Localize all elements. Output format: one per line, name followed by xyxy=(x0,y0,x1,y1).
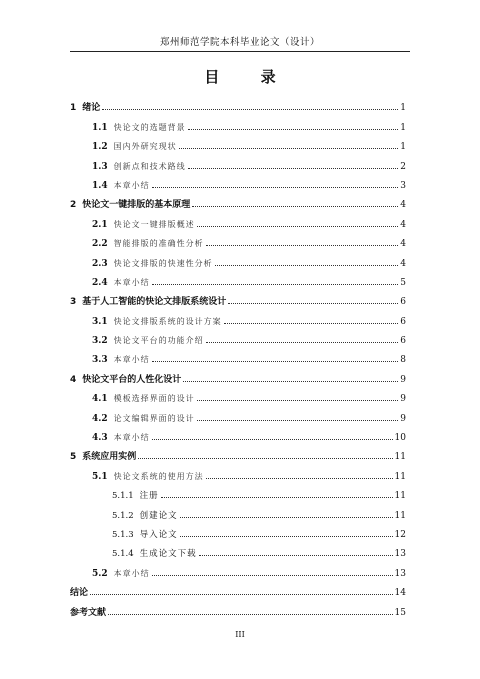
toc-entry-number: 5.1.3 xyxy=(112,529,134,540)
toc-entry-label: 快论文的选题背景 xyxy=(113,122,186,132)
toc-entry-number: 4 xyxy=(70,374,77,385)
toc-entry-page: 1 xyxy=(400,103,406,114)
toc-leader-dots xyxy=(161,497,393,498)
toc-entry[interactable] xyxy=(70,501,406,520)
toc-leader-dots xyxy=(206,478,393,479)
toc-entry-number: 2 xyxy=(70,200,77,211)
toc-entry-page: 4 xyxy=(400,258,406,269)
toc-entry[interactable] xyxy=(70,521,406,540)
toc-entry-label: 基于人工智能的快论文排版系统设计 xyxy=(82,297,227,308)
toc-entry[interactable] xyxy=(70,133,406,152)
toc-entry-page: 10 xyxy=(394,433,406,444)
toc-leader-dots xyxy=(152,575,393,576)
toc-entry-page: 11 xyxy=(394,471,406,482)
toc-entry-label: 绪论 xyxy=(82,103,101,114)
toc-leader-dots xyxy=(180,536,393,537)
toc-entry[interactable] xyxy=(70,365,406,384)
toc-entry[interactable] xyxy=(70,230,406,249)
toc-entry-page: 14 xyxy=(394,588,406,599)
toc-entry-number: 5.1 xyxy=(92,471,108,482)
toc-entry-page: 4 xyxy=(400,239,406,250)
toc-entry-label: 本章小结 xyxy=(113,568,150,578)
toc-leader-dots xyxy=(228,303,398,304)
toc-entry-page: 9 xyxy=(400,374,406,385)
toc-entry-page: 6 xyxy=(400,316,406,327)
toc-entry[interactable] xyxy=(70,327,406,346)
toc-entry-page: 4 xyxy=(400,200,406,211)
toc-leader-dots xyxy=(197,420,398,421)
toc-entry-page: 3 xyxy=(400,180,406,191)
toc-entry-label: 论文编辑界面的设计 xyxy=(113,413,195,423)
toc-leader-dots xyxy=(183,381,398,382)
toc-entry-label: 本章小结 xyxy=(113,180,150,190)
toc-entry-number: 3.3 xyxy=(92,355,108,366)
toc-leader-dots xyxy=(188,129,398,130)
toc-leader-dots xyxy=(152,361,398,362)
toc-entry-number: 5.1.1 xyxy=(112,491,134,502)
toc-leader-dots xyxy=(192,206,398,207)
toc-entry-label: 模板选择界面的设计 xyxy=(113,394,195,404)
toc-entry-number: 5 xyxy=(70,452,77,463)
toc-entry-number: 1.4 xyxy=(92,180,108,191)
toc-entry-number: 5.1.2 xyxy=(112,510,134,521)
toc-leader-dots xyxy=(224,323,398,324)
toc-entry-number: 4.3 xyxy=(92,433,108,444)
toc-entry[interactable] xyxy=(70,482,406,501)
toc-entry-label: 快论文平台的功能介绍 xyxy=(113,336,204,346)
toc-leader-dots xyxy=(180,517,393,518)
toc-entry-page: 2 xyxy=(400,161,406,172)
toc-entry[interactable] xyxy=(70,191,406,210)
toc-entry-number: 4.1 xyxy=(92,394,108,405)
toc-entry-label: 本章小结 xyxy=(113,433,150,443)
page-number: III xyxy=(235,630,245,639)
toc-entry-label: 注册 xyxy=(139,491,159,502)
toc-entry[interactable] xyxy=(70,424,406,443)
toc-entry-label: 快论文平台的人性化设计 xyxy=(82,374,182,385)
toc-entry-label: 智能排版的准确性分析 xyxy=(113,239,204,249)
toc-entry-page: 11 xyxy=(394,491,406,502)
toc-leader-dots xyxy=(102,109,398,110)
toc-entry-label: 参考文献 xyxy=(70,607,107,618)
toc-leader-dots xyxy=(188,168,398,169)
toc-entry[interactable] xyxy=(70,404,406,423)
toc-entry[interactable] xyxy=(70,540,406,559)
toc-entry[interactable] xyxy=(70,385,406,404)
toc-entry-label: 快论文系统的使用方法 xyxy=(113,471,204,481)
toc-entry-number: 2.1 xyxy=(92,219,108,230)
toc-entry-page: 4 xyxy=(400,219,406,230)
toc-entry[interactable] xyxy=(70,210,406,229)
toc-leader-dots xyxy=(152,284,398,285)
toc-entry-page: 6 xyxy=(400,336,406,347)
toc-entry[interactable] xyxy=(70,94,406,113)
toc-entry-label: 快论文一键排版概述 xyxy=(113,219,195,229)
toc-entry-label: 本章小结 xyxy=(113,277,150,287)
toc-leader-dots xyxy=(90,594,393,595)
toc-title: 目 录 xyxy=(204,68,294,86)
toc-entry[interactable] xyxy=(70,346,406,365)
toc-entry[interactable] xyxy=(70,443,406,462)
toc-entry-number: 1.3 xyxy=(92,161,108,172)
toc-leader-dots xyxy=(206,342,398,343)
toc-entry-page: 15 xyxy=(394,607,406,618)
toc-entry-label: 导入论文 xyxy=(139,529,178,540)
toc-entry[interactable] xyxy=(70,598,406,617)
toc-entry-number: 2.3 xyxy=(92,258,108,269)
toc-entry-number: 1.1 xyxy=(92,122,108,133)
toc-entry[interactable] xyxy=(70,152,406,171)
toc-entry-label: 本章小结 xyxy=(113,355,150,365)
page-header: 郑州师范学院本科毕业论文（设计） xyxy=(70,34,410,52)
toc-entry-page: 6 xyxy=(400,297,406,308)
toc-entry-number: 2.2 xyxy=(92,239,108,250)
toc-entry-page: 11 xyxy=(394,452,406,463)
toc-entry-number: 1.2 xyxy=(92,142,108,153)
toc-leader-dots xyxy=(138,458,392,459)
toc-entry[interactable] xyxy=(70,307,406,326)
toc-entry-label: 国内外研究现状 xyxy=(113,142,177,152)
toc-entry-number: 3.1 xyxy=(92,316,108,327)
toc-entry-number: 1 xyxy=(70,103,77,114)
toc-entry[interactable] xyxy=(70,462,406,481)
toc-leader-dots xyxy=(206,245,398,246)
toc-entry-number: 2.4 xyxy=(92,277,108,288)
toc-entry-label: 生成论文下载 xyxy=(139,549,197,560)
toc-leader-dots xyxy=(197,226,398,227)
toc-entry-label: 系统应用实例 xyxy=(82,452,137,463)
table-of-contents xyxy=(70,94,406,618)
toc-entry-label: 快论文排版系统的设计方案 xyxy=(113,316,222,326)
toc-entry-number: 3 xyxy=(70,297,77,308)
toc-entry-page: 9 xyxy=(400,413,406,424)
toc-entry-page: 9 xyxy=(400,394,406,405)
toc-entry-page: 12 xyxy=(394,529,406,540)
toc-entry-page: 11 xyxy=(394,510,406,521)
toc-entry[interactable] xyxy=(70,113,406,132)
toc-leader-dots xyxy=(179,148,398,149)
toc-leader-dots xyxy=(215,265,398,266)
toc-entry-label: 快论文排版的快速性分析 xyxy=(113,258,213,268)
toc-entry-label: 结论 xyxy=(70,588,89,599)
toc-entry-page: 13 xyxy=(394,549,406,560)
toc-leader-dots xyxy=(197,400,398,401)
toc-entry-page: 5 xyxy=(400,277,406,288)
toc-entry[interactable] xyxy=(70,269,406,288)
toc-entry[interactable] xyxy=(70,559,406,578)
toc-leader-dots xyxy=(108,614,393,615)
toc-entry[interactable] xyxy=(70,579,406,598)
toc-entry[interactable] xyxy=(70,172,406,191)
toc-entry-page: 8 xyxy=(400,355,406,366)
toc-leader-dots xyxy=(199,555,393,556)
toc-entry-number: 5.1.4 xyxy=(112,549,134,560)
toc-entry-page: 13 xyxy=(394,568,406,579)
toc-entry-page: 1 xyxy=(400,122,406,133)
toc-entry-label: 创新点和技术路线 xyxy=(113,161,186,171)
toc-entry-number: 3.2 xyxy=(92,336,108,347)
toc-entry-label: 创建论文 xyxy=(139,510,178,521)
toc-entry-number: 4.2 xyxy=(92,413,108,424)
toc-entry-page: 1 xyxy=(400,142,406,153)
toc-entry[interactable] xyxy=(70,249,406,268)
toc-entry-label: 快论文一键排版的基本原理 xyxy=(82,200,191,211)
toc-leader-dots xyxy=(152,439,393,440)
toc-leader-dots xyxy=(152,187,398,188)
toc-entry-number: 5.2 xyxy=(92,568,108,579)
toc-entry[interactable] xyxy=(70,288,406,307)
